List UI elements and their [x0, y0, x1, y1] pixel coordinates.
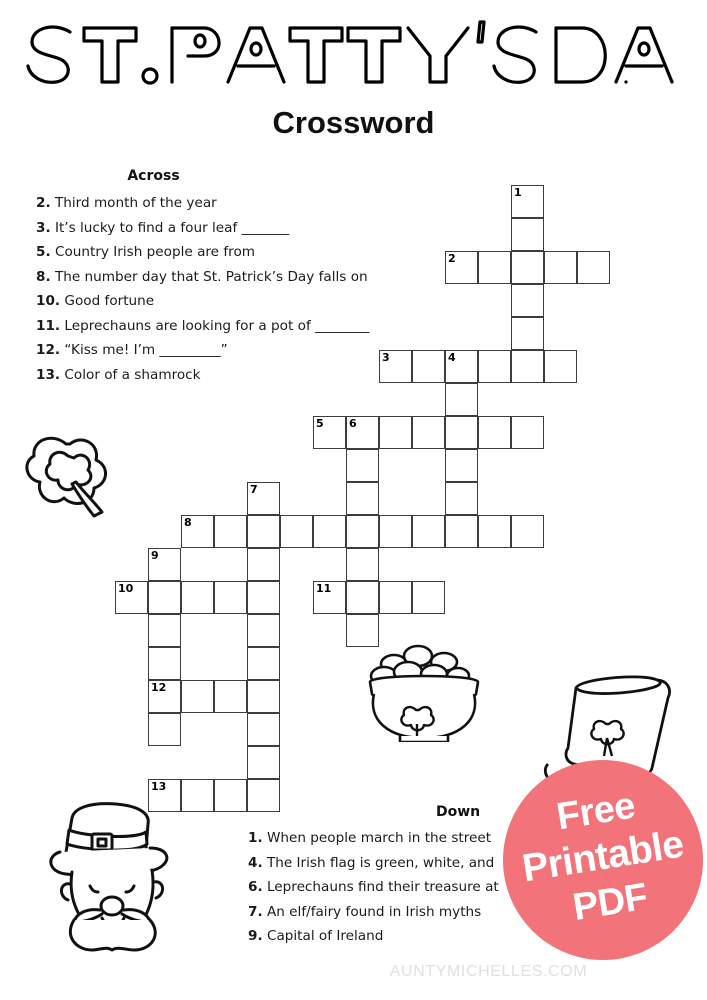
- grid-cell-number: 5: [316, 417, 324, 430]
- grid-cell[interactable]: [511, 251, 544, 284]
- four-leaf-clover-icon: [24, 428, 122, 520]
- across-heading: Across: [127, 168, 180, 184]
- clue-text: Color of a shamrock: [60, 366, 201, 383]
- grid-cell-number: 8: [184, 516, 192, 529]
- across-clues-block: [36, 168, 426, 387]
- across-clue-13: [36, 363, 426, 388]
- clue-number: 7.: [248, 903, 263, 920]
- grid-cell[interactable]: [247, 746, 280, 779]
- grid-cell[interactable]: [445, 449, 478, 482]
- clue-number: 12.: [36, 342, 61, 358]
- grid-cell[interactable]: [346, 581, 379, 614]
- grid-cell[interactable]: [577, 251, 610, 284]
- grid-cell[interactable]: [280, 515, 313, 548]
- title-bubble-letters: [14, 8, 694, 100]
- clue-text: Capital of Ireland: [262, 928, 384, 944]
- grid-cell[interactable]: [511, 515, 544, 548]
- clue-text: Country Irish people are from: [50, 244, 256, 260]
- grid-cell-number: 1: [514, 186, 522, 199]
- free-printable-pdf-badge[interactable]: [503, 760, 703, 960]
- grid-cell[interactable]: [511, 317, 544, 350]
- grid-cell[interactable]: [247, 548, 280, 581]
- grid-cell-start-9[interactable]: [148, 548, 181, 581]
- grid-cell[interactable]: [346, 548, 379, 581]
- grid-cell-number: 12: [151, 681, 167, 694]
- grid-cell[interactable]: [511, 218, 544, 251]
- badge-line-pdf: PDF: [570, 875, 651, 930]
- grid-cell[interactable]: [148, 581, 181, 614]
- grid-cell-start-3[interactable]: [379, 350, 412, 383]
- grid-cell[interactable]: [181, 581, 214, 614]
- grid-cell[interactable]: [247, 515, 280, 548]
- grid-cell-start-7[interactable]: [247, 482, 280, 515]
- grid-cell[interactable]: [445, 515, 478, 548]
- grid-cell[interactable]: [445, 383, 478, 416]
- pot-of-gold-icon: [360, 636, 488, 742]
- grid-cell-number: 11: [316, 582, 332, 595]
- grid-cell-number: 4: [448, 351, 456, 364]
- grid-cell[interactable]: [247, 779, 280, 812]
- clue-text: The number day that St. Patrick’s Day falls on: [50, 268, 368, 285]
- grid-cell[interactable]: [511, 284, 544, 317]
- grid-cell[interactable]: [412, 416, 445, 449]
- grid-cell-number: 13: [151, 780, 167, 793]
- grid-cell[interactable]: [214, 680, 247, 713]
- clue-text: Good fortune: [60, 293, 155, 309]
- grid-cell[interactable]: [544, 251, 577, 284]
- grid-cell[interactable]: [346, 449, 379, 482]
- grid-cell-number: 6: [349, 417, 357, 430]
- clue-text: It’s lucky to find a four leaf _______: [50, 219, 290, 236]
- grid-cell[interactable]: [478, 416, 511, 449]
- grid-cell[interactable]: [214, 779, 247, 812]
- grid-cell-number: 10: [118, 582, 134, 595]
- across-clue-5: [36, 240, 426, 265]
- site-watermark: AUNTYMICHELLES.COM: [389, 963, 588, 980]
- grid-cell[interactable]: [346, 482, 379, 515]
- grid-cell[interactable]: [379, 416, 412, 449]
- leprechaun-face-icon: [42, 800, 190, 952]
- grid-cell[interactable]: [412, 515, 445, 548]
- across-clue-12: [36, 338, 426, 363]
- page-subtitle: Crossword: [272, 105, 435, 140]
- across-clue-list: [36, 191, 426, 387]
- grid-cell[interactable]: [214, 581, 247, 614]
- grid-cell[interactable]: [247, 713, 280, 746]
- grid-cell-start-11[interactable]: [313, 581, 346, 614]
- clue-number: 10.: [36, 293, 61, 309]
- page-title: [0, 8, 707, 100]
- down-heading: Down: [436, 804, 481, 820]
- clue-number: 8.: [36, 268, 51, 285]
- clue-number: 9.: [248, 928, 263, 944]
- across-clue-10: [36, 289, 426, 314]
- clue-text: Third month of the year: [50, 195, 217, 211]
- badge-line-free: Free: [553, 784, 638, 839]
- grid-cell[interactable]: [148, 713, 181, 746]
- grid-cell-start-6[interactable]: [346, 416, 379, 449]
- clue-number: 11.: [36, 317, 61, 334]
- across-clue-3: [36, 216, 426, 241]
- clue-number: 4.: [248, 854, 263, 871]
- clue-number: 3.: [36, 219, 51, 236]
- clue-text: Leprechauns find their treasure at: [262, 879, 499, 895]
- grid-cell[interactable]: [511, 416, 544, 449]
- grid-cell[interactable]: [412, 350, 445, 383]
- grid-cell[interactable]: [247, 581, 280, 614]
- grid-cell-start-10[interactable]: [115, 581, 148, 614]
- grid-cell[interactable]: [445, 482, 478, 515]
- clue-number: 5.: [36, 244, 51, 260]
- grid-cell[interactable]: [511, 350, 544, 383]
- grid-cell-start-12[interactable]: [148, 680, 181, 713]
- grid-cell[interactable]: [379, 515, 412, 548]
- grid-cell-number: 9: [151, 549, 159, 562]
- badge-text: [503, 773, 703, 941]
- grid-cell[interactable]: [247, 680, 280, 713]
- grid-cell[interactable]: [148, 647, 181, 680]
- clue-number: 13.: [36, 366, 61, 383]
- across-clue-11: [36, 314, 426, 339]
- clue-number: 2.: [36, 195, 51, 211]
- grid-cell[interactable]: [445, 416, 478, 449]
- badge-line-printable: Printable: [519, 822, 687, 891]
- grid-cell-start-5[interactable]: [313, 416, 346, 449]
- clue-number: 6.: [248, 879, 263, 895]
- clue-text: The Irish flag is green, white, and: [262, 854, 495, 871]
- clue-text: An elf/fairy found in Irish myths: [262, 903, 482, 920]
- clue-text: When people march in the street: [262, 830, 492, 846]
- grid-cell[interactable]: [478, 350, 511, 383]
- grid-cell[interactable]: [214, 515, 247, 548]
- grid-cell[interactable]: [478, 251, 511, 284]
- grid-cell-number: 7: [250, 483, 258, 496]
- grid-cell-number: 2: [448, 252, 456, 265]
- grid-cell[interactable]: [247, 647, 280, 680]
- grid-cell[interactable]: [148, 614, 181, 647]
- across-clue-2: [36, 191, 426, 216]
- clue-text: “Kiss me! I’m _________”: [60, 342, 228, 358]
- clue-text: Leprechauns are looking for a pot of ________: [60, 317, 370, 334]
- grid-cell[interactable]: [478, 515, 511, 548]
- across-clue-8: [36, 265, 426, 290]
- grid-cell[interactable]: [379, 581, 412, 614]
- grid-cell[interactable]: [313, 515, 346, 548]
- clue-number: 1.: [248, 830, 263, 846]
- grid-cell-start-4[interactable]: [445, 350, 478, 383]
- grid-cell-start-1[interactable]: [511, 185, 544, 218]
- grid-cell[interactable]: [346, 515, 379, 548]
- grid-cell[interactable]: [181, 680, 214, 713]
- grid-cell-start-2[interactable]: [445, 251, 478, 284]
- grid-cell-start-8[interactable]: [181, 515, 214, 548]
- grid-cell-number: 3: [382, 351, 390, 364]
- grid-cell[interactable]: [412, 581, 445, 614]
- grid-cell[interactable]: [544, 350, 577, 383]
- grid-cell[interactable]: [247, 614, 280, 647]
